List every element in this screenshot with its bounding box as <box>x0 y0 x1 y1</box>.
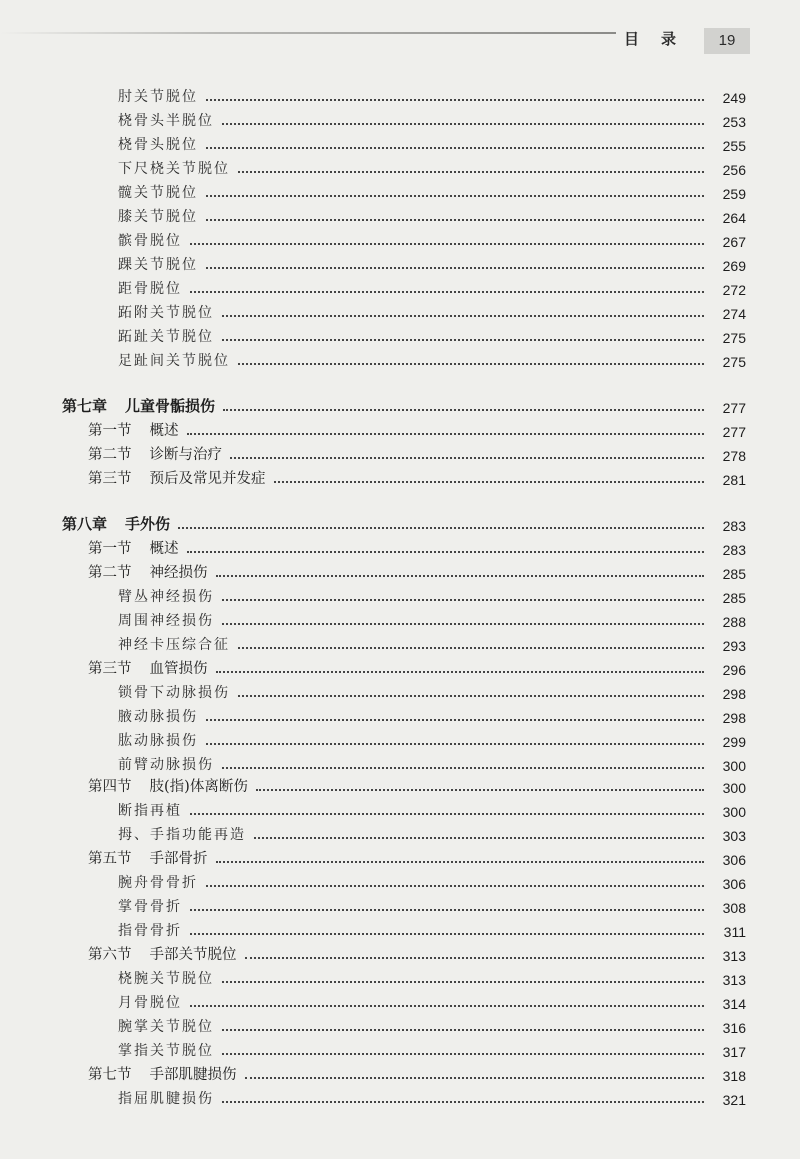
entry-number: 第三节 <box>88 471 132 487</box>
toc-subentry <box>0 228 800 250</box>
entry-title: 髌骨脱位 <box>118 233 182 249</box>
dot-leader <box>223 409 704 411</box>
entry-page-number: 313 <box>722 948 746 964</box>
entry-page-number: 275 <box>722 354 746 370</box>
entry-title: 肱动脉损伤 <box>118 733 198 749</box>
toc-subentry <box>0 822 800 844</box>
entry-number: 第二节 <box>88 447 132 463</box>
entry-label: 概述 <box>149 541 179 557</box>
entry-page-number: 277 <box>722 400 746 416</box>
dot-leader <box>222 599 704 601</box>
entry-title <box>88 443 222 464</box>
toc-subentry <box>0 728 800 750</box>
entry-title: 跖趾关节脱位 <box>118 329 214 345</box>
entry-title: 足趾间关节脱位 <box>118 353 230 369</box>
dot-leader <box>222 339 704 341</box>
dot-leader <box>254 837 704 839</box>
entry-title: 锁骨下动脉损伤 <box>118 685 230 701</box>
entry-page-number: 259 <box>722 186 746 202</box>
entry-page-number: 306 <box>722 852 746 868</box>
entry-page-number: 269 <box>722 258 746 274</box>
entry-page-number: 256 <box>722 162 746 178</box>
dot-leader <box>222 767 704 769</box>
dot-leader <box>206 885 704 887</box>
dot-leader <box>187 433 705 435</box>
dot-leader <box>190 813 704 815</box>
entry-page-number: 293 <box>722 638 746 654</box>
toc-section-entry <box>0 942 800 964</box>
dot-leader <box>190 243 704 245</box>
dot-leader <box>206 267 704 269</box>
entry-number: 第五节 <box>88 851 132 867</box>
toc-section-entry <box>0 536 800 558</box>
entry-page-number: 300 <box>722 780 746 796</box>
entry-title <box>88 419 179 440</box>
toc-subentry <box>0 870 800 892</box>
entry-page-number: 298 <box>722 686 746 702</box>
dot-leader <box>238 171 704 173</box>
dot-leader <box>256 789 704 791</box>
toc-section-entry <box>0 1062 800 1084</box>
toc-subentry <box>0 680 800 702</box>
entry-title: 踝关节脱位 <box>118 257 198 273</box>
entry-title: 肘关节脱位 <box>118 89 198 105</box>
dot-leader <box>206 99 704 101</box>
entry-title: 断指再植 <box>118 803 182 819</box>
entry-title: 腕掌关节脱位 <box>118 1019 214 1035</box>
entry-label: 手部骨折 <box>149 851 208 867</box>
entry-page-number: 317 <box>722 1044 746 1060</box>
toc-subentry <box>0 204 800 226</box>
dot-leader <box>206 147 704 149</box>
entry-page-number: 255 <box>722 138 746 154</box>
entry-page-number: 267 <box>722 234 746 250</box>
entry-page-number: 321 <box>722 1092 746 1108</box>
entry-label: 手部关节脱位 <box>149 947 237 963</box>
entry-page-number: 313 <box>722 972 746 988</box>
dot-leader <box>238 363 704 365</box>
entry-number: 第八章 <box>62 515 108 533</box>
entry-title <box>62 513 170 534</box>
dot-leader <box>206 195 704 197</box>
entry-title: 指骨骨折 <box>118 923 182 939</box>
entry-title: 腋动脉损伤 <box>118 709 198 725</box>
entry-title: 拇、手指功能再造 <box>118 827 246 843</box>
entry-page-number: 300 <box>722 804 746 820</box>
entry-title: 前臂动脉损伤 <box>118 757 214 773</box>
entry-title: 掌指关节脱位 <box>118 1043 214 1059</box>
toc-subentry <box>0 918 800 940</box>
toc-subentry <box>0 608 800 630</box>
entry-title <box>88 775 248 796</box>
entry-title <box>88 467 266 488</box>
entry-title: 掌骨骨折 <box>118 899 182 915</box>
entry-title: 腕舟骨骨折 <box>118 875 198 891</box>
entry-label: 预后及常见并发症 <box>149 471 266 487</box>
dot-leader <box>238 647 704 649</box>
entry-page-number: 281 <box>722 472 746 488</box>
entry-title <box>88 657 208 678</box>
dot-leader <box>245 957 705 959</box>
dot-leader <box>222 981 704 983</box>
entry-label: 诊断与治疗 <box>149 447 222 463</box>
toc-subentry <box>0 894 800 916</box>
entry-number: 第七节 <box>88 1067 132 1083</box>
dot-leader <box>178 527 704 529</box>
toc-subentry <box>0 632 800 654</box>
entry-number: 第四节 <box>88 779 132 795</box>
toc-subentry <box>0 108 800 130</box>
entry-label: 手部肌腱损伤 <box>149 1067 237 1083</box>
entry-title: 桡腕关节脱位 <box>118 971 214 987</box>
entry-title: 桡骨头半脱位 <box>118 113 214 129</box>
toc-subentry <box>0 300 800 322</box>
entry-number: 第二节 <box>88 565 132 581</box>
entry-title: 臂丛神经损伤 <box>118 589 214 605</box>
toc-section-entry <box>0 466 800 488</box>
entry-page-number: 311 <box>723 924 746 940</box>
entry-page-number: 298 <box>722 710 746 726</box>
entry-title: 距骨脱位 <box>118 281 182 297</box>
toc-section-entry <box>0 656 800 678</box>
entry-title <box>88 943 237 964</box>
entry-number: 第七章 <box>62 397 108 415</box>
toc-section-entry <box>0 442 800 464</box>
dot-leader <box>238 695 704 697</box>
toc-subentry <box>0 1086 800 1108</box>
entry-page-number: 303 <box>722 828 746 844</box>
toc-subentry <box>0 180 800 202</box>
entry-page-number: 316 <box>722 1020 746 1036</box>
entry-number: 第六节 <box>88 947 132 963</box>
dot-leader <box>274 481 705 483</box>
toc-section-entry <box>0 846 800 868</box>
toc-subentry <box>0 84 800 106</box>
entry-page-number: 274 <box>722 306 746 322</box>
dot-leader <box>222 123 704 125</box>
dot-leader <box>222 623 704 625</box>
dot-leader <box>230 457 704 459</box>
entry-title: 髋关节脱位 <box>118 185 198 201</box>
entry-page-number: 288 <box>722 614 746 630</box>
dot-leader <box>206 743 704 745</box>
entry-title: 桡骨头脱位 <box>118 137 198 153</box>
toc-subentry <box>0 704 800 726</box>
entry-page-number: 306 <box>722 876 746 892</box>
entry-label: 血管损伤 <box>149 661 208 677</box>
entry-page-number: 308 <box>722 900 746 916</box>
toc-section-entry <box>0 418 800 440</box>
toc-subentry <box>0 966 800 988</box>
entry-title: 指屈肌腱损伤 <box>118 1091 214 1107</box>
entry-page-number: 272 <box>722 282 746 298</box>
dot-leader <box>216 575 705 577</box>
entry-page-number: 283 <box>722 518 746 534</box>
entry-page-number: 253 <box>722 114 746 130</box>
entry-title: 下尺桡关节脱位 <box>118 161 230 177</box>
entry-label: 儿童骨骺损伤 <box>125 397 216 415</box>
toc-subentry <box>0 156 800 178</box>
toc-chapter-entry <box>0 394 800 416</box>
dot-leader <box>216 671 705 673</box>
entry-label: 手外伤 <box>125 515 171 533</box>
entry-title: 月骨脱位 <box>118 995 182 1011</box>
dot-leader <box>222 1053 704 1055</box>
page-number: 19 <box>704 28 750 54</box>
entry-page-number: 277 <box>722 424 746 440</box>
entry-title: 神经卡压综合征 <box>118 637 230 653</box>
toc-subentry <box>0 752 800 774</box>
entry-page-number: 314 <box>722 996 746 1012</box>
entry-page-number: 264 <box>722 210 746 226</box>
dot-leader <box>190 933 704 935</box>
dot-leader <box>187 551 705 553</box>
entry-page-number: 283 <box>722 542 746 558</box>
toc-section-entry <box>0 774 800 796</box>
toc-subentry <box>0 132 800 154</box>
dot-leader <box>245 1077 705 1079</box>
entry-page-number: 278 <box>722 448 746 464</box>
entry-label: 神经损伤 <box>149 565 208 581</box>
toc-subentry <box>0 990 800 1012</box>
entry-page-number: 285 <box>722 566 746 582</box>
toc-subentry <box>0 1014 800 1036</box>
entry-title: 跖附关节脱位 <box>118 305 214 321</box>
entry-label: 肢(指)体离断伤 <box>149 779 248 795</box>
entry-title <box>88 561 208 582</box>
dot-leader <box>222 315 704 317</box>
entry-label: 概述 <box>149 423 179 439</box>
toc-subentry <box>0 1038 800 1060</box>
entry-page-number: 296 <box>722 662 746 678</box>
entry-title <box>88 847 208 868</box>
toc-subentry <box>0 584 800 606</box>
toc-subentry <box>0 348 800 370</box>
toc-section-entry <box>0 560 800 582</box>
entry-number: 第三节 <box>88 661 132 677</box>
entry-page-number: 318 <box>722 1068 746 1084</box>
entry-page-number: 275 <box>722 330 746 346</box>
entry-page-number: 299 <box>722 734 746 750</box>
entry-title: 周围神经损伤 <box>118 613 214 629</box>
toc-subentry <box>0 324 800 346</box>
dot-leader <box>216 861 705 863</box>
entry-title: 膝关节脱位 <box>118 209 198 225</box>
dot-leader <box>190 909 704 911</box>
header-title: 目录 <box>624 30 699 48</box>
dot-leader <box>222 1101 704 1103</box>
entry-page-number: 285 <box>722 590 746 606</box>
entry-title <box>88 537 179 558</box>
entry-number: 第一节 <box>88 541 132 557</box>
dot-leader <box>206 719 704 721</box>
dot-leader <box>206 219 704 221</box>
entry-number: 第一节 <box>88 423 132 439</box>
dot-leader <box>190 291 704 293</box>
entry-title <box>62 395 215 416</box>
entry-title <box>88 1063 237 1084</box>
entry-page-number: 300 <box>722 758 746 774</box>
toc-subentry <box>0 798 800 820</box>
entry-page-number: 249 <box>722 90 746 106</box>
toc-subentry <box>0 276 800 298</box>
toc-chapter-entry <box>0 512 800 534</box>
dot-leader <box>222 1029 704 1031</box>
dot-leader <box>190 1005 704 1007</box>
toc-subentry <box>0 252 800 274</box>
